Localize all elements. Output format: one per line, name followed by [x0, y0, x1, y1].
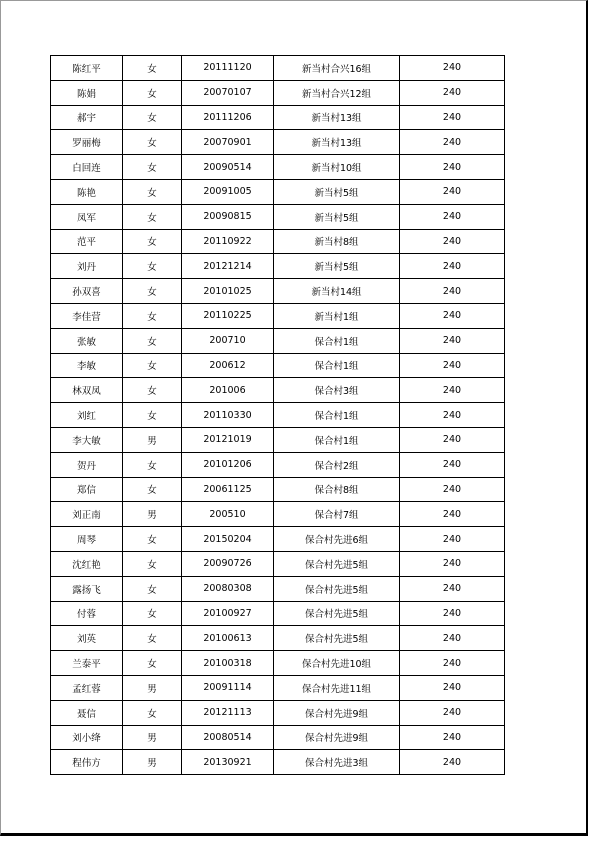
- name-cell: 白回连: [51, 155, 123, 180]
- name-cell: 凤军: [51, 204, 123, 229]
- name-cell: 李敏: [51, 353, 123, 378]
- address-cell: 保合村先进9组: [274, 725, 400, 750]
- address-cell: 保合村8组: [274, 477, 400, 502]
- address-cell: 保合村先进10组: [274, 651, 400, 676]
- amount-cell: 240: [400, 130, 505, 155]
- gender-cell: 女: [123, 403, 182, 428]
- gender-cell: 男: [123, 725, 182, 750]
- table-row: [51, 56, 505, 81]
- table-row: [51, 651, 505, 676]
- address-cell: 保合村3组: [274, 378, 400, 403]
- date-cell: 20100927: [182, 601, 274, 626]
- amount-cell: 240: [400, 551, 505, 576]
- table-row: [51, 502, 505, 527]
- amount-cell: 240: [400, 601, 505, 626]
- gender-cell: 女: [123, 279, 182, 304]
- address-cell: 新当村5组: [274, 179, 400, 204]
- date-cell: 20100318: [182, 651, 274, 676]
- table-row: [51, 700, 505, 725]
- date-cell: 20101025: [182, 279, 274, 304]
- gender-cell: 女: [123, 452, 182, 477]
- date-cell: 200510: [182, 502, 274, 527]
- date-cell: 20121019: [182, 427, 274, 452]
- name-cell: 刘正南: [51, 502, 123, 527]
- date-cell: 20101206: [182, 452, 274, 477]
- table-row: [51, 130, 505, 155]
- table-row: [51, 452, 505, 477]
- table-row: [51, 303, 505, 328]
- amount-cell: 240: [400, 725, 505, 750]
- name-cell: 张敏: [51, 328, 123, 353]
- amount-cell: 240: [400, 378, 505, 403]
- address-cell: 保合村7组: [274, 502, 400, 527]
- name-cell: 刘英: [51, 626, 123, 651]
- gender-cell: 女: [123, 204, 182, 229]
- table-row: [51, 229, 505, 254]
- gender-cell: 女: [123, 105, 182, 130]
- address-cell: 保合村1组: [274, 353, 400, 378]
- address-cell: 保合村先进9组: [274, 700, 400, 725]
- address-cell: 保合村1组: [274, 403, 400, 428]
- gender-cell: 女: [123, 179, 182, 204]
- date-cell: 20070901: [182, 130, 274, 155]
- date-cell: 20091005: [182, 179, 274, 204]
- address-cell: 保合村先进5组: [274, 601, 400, 626]
- address-cell: 保合村先进5组: [274, 551, 400, 576]
- name-cell: 程伟方: [51, 750, 123, 775]
- name-cell: 郝宇: [51, 105, 123, 130]
- date-cell: 20090815: [182, 204, 274, 229]
- address-cell: 保合村1组: [274, 328, 400, 353]
- name-cell: 付蓉: [51, 601, 123, 626]
- name-cell: 郑信: [51, 477, 123, 502]
- table-row: [51, 80, 505, 105]
- gender-cell: 女: [123, 576, 182, 601]
- address-cell: 保合村先进6组: [274, 527, 400, 552]
- address-cell: 新当村5组: [274, 254, 400, 279]
- address-cell: 新当村8组: [274, 229, 400, 254]
- name-cell: 刘丹: [51, 254, 123, 279]
- table-row: [51, 279, 505, 304]
- amount-cell: 240: [400, 576, 505, 601]
- address-cell: 新当村14组: [274, 279, 400, 304]
- name-cell: 刘红: [51, 403, 123, 428]
- name-cell: 陈艳: [51, 179, 123, 204]
- gender-cell: 女: [123, 303, 182, 328]
- gender-cell: 女: [123, 254, 182, 279]
- table-row: [51, 427, 505, 452]
- date-cell: 20090514: [182, 155, 274, 180]
- amount-cell: 240: [400, 626, 505, 651]
- gender-cell: 女: [123, 80, 182, 105]
- gender-cell: 女: [123, 700, 182, 725]
- date-cell: 20080308: [182, 576, 274, 601]
- gender-cell: 女: [123, 328, 182, 353]
- name-cell: 露扬飞: [51, 576, 123, 601]
- date-cell: 20111120: [182, 56, 274, 81]
- address-cell: 新当村合兴12组: [274, 80, 400, 105]
- gender-cell: 女: [123, 626, 182, 651]
- date-cell: 20091114: [182, 675, 274, 700]
- date-cell: 20070107: [182, 80, 274, 105]
- amount-cell: 240: [400, 229, 505, 254]
- table-row: [51, 204, 505, 229]
- date-cell: 20110225: [182, 303, 274, 328]
- amount-cell: 240: [400, 303, 505, 328]
- date-cell: 201006: [182, 378, 274, 403]
- name-cell: 李佳营: [51, 303, 123, 328]
- table-row: [51, 675, 505, 700]
- date-cell: 20110922: [182, 229, 274, 254]
- amount-cell: 240: [400, 179, 505, 204]
- amount-cell: 240: [400, 750, 505, 775]
- gender-cell: 男: [123, 750, 182, 775]
- gender-cell: 男: [123, 675, 182, 700]
- table-row: [51, 378, 505, 403]
- roster-table-body: [51, 56, 505, 775]
- table-row: [51, 576, 505, 601]
- date-cell: 200710: [182, 328, 274, 353]
- amount-cell: 240: [400, 651, 505, 676]
- gender-cell: 女: [123, 527, 182, 552]
- name-cell: 沈红艳: [51, 551, 123, 576]
- table-row: [51, 254, 505, 279]
- amount-cell: 240: [400, 328, 505, 353]
- address-cell: 保合村先进5组: [274, 576, 400, 601]
- table-row: [51, 551, 505, 576]
- address-cell: 新当村10组: [274, 155, 400, 180]
- table-row: [51, 105, 505, 130]
- name-cell: 孙双喜: [51, 279, 123, 304]
- address-cell: 保合村先进11组: [274, 675, 400, 700]
- name-cell: 陈娟: [51, 80, 123, 105]
- name-cell: 兰泰平: [51, 651, 123, 676]
- amount-cell: 240: [400, 477, 505, 502]
- address-cell: 新当村13组: [274, 105, 400, 130]
- name-cell: 贺丹: [51, 452, 123, 477]
- gender-cell: 女: [123, 155, 182, 180]
- name-cell: 聂信: [51, 700, 123, 725]
- date-cell: 20150204: [182, 527, 274, 552]
- name-cell: 罗丽梅: [51, 130, 123, 155]
- gender-cell: 女: [123, 651, 182, 676]
- address-cell: 新当村13组: [274, 130, 400, 155]
- amount-cell: 240: [400, 502, 505, 527]
- table-row: [51, 527, 505, 552]
- gender-cell: 女: [123, 229, 182, 254]
- gender-cell: 男: [123, 502, 182, 527]
- date-cell: 20121214: [182, 254, 274, 279]
- address-cell: 新当村5组: [274, 204, 400, 229]
- name-cell: 林双凤: [51, 378, 123, 403]
- address-cell: 保合村2组: [274, 452, 400, 477]
- table-row: [51, 353, 505, 378]
- table-row: [51, 179, 505, 204]
- gender-cell: 女: [123, 477, 182, 502]
- date-cell: 20090726: [182, 551, 274, 576]
- date-cell: 20121113: [182, 700, 274, 725]
- roster-table: [50, 55, 505, 775]
- table-row: [51, 725, 505, 750]
- name-cell: 刘小绛: [51, 725, 123, 750]
- name-cell: 陈红平: [51, 56, 123, 81]
- gender-cell: 女: [123, 130, 182, 155]
- name-cell: 周琴: [51, 527, 123, 552]
- name-cell: 孟红蓉: [51, 675, 123, 700]
- amount-cell: 240: [400, 204, 505, 229]
- amount-cell: 240: [400, 80, 505, 105]
- date-cell: 20100613: [182, 626, 274, 651]
- table-row: [51, 750, 505, 775]
- gender-cell: 女: [123, 378, 182, 403]
- name-cell: 李大敏: [51, 427, 123, 452]
- gender-cell: 女: [123, 56, 182, 81]
- gender-cell: 女: [123, 601, 182, 626]
- amount-cell: 240: [400, 279, 505, 304]
- table-row: [51, 155, 505, 180]
- date-cell: 200612: [182, 353, 274, 378]
- table-row: [51, 626, 505, 651]
- amount-cell: 240: [400, 403, 505, 428]
- gender-cell: 女: [123, 353, 182, 378]
- amount-cell: 240: [400, 155, 505, 180]
- amount-cell: 240: [400, 427, 505, 452]
- date-cell: 20061125: [182, 477, 274, 502]
- amount-cell: 240: [400, 675, 505, 700]
- amount-cell: 240: [400, 254, 505, 279]
- table-row: [51, 328, 505, 353]
- address-cell: 新当村合兴16组: [274, 56, 400, 81]
- date-cell: 20110330: [182, 403, 274, 428]
- address-cell: 保合村先进5组: [274, 626, 400, 651]
- gender-cell: 男: [123, 427, 182, 452]
- address-cell: 保合村先进3组: [274, 750, 400, 775]
- table-row: [51, 601, 505, 626]
- amount-cell: 240: [400, 353, 505, 378]
- amount-cell: 240: [400, 527, 505, 552]
- amount-cell: 240: [400, 452, 505, 477]
- gender-cell: 女: [123, 551, 182, 576]
- table-row: [51, 477, 505, 502]
- date-cell: 20130921: [182, 750, 274, 775]
- amount-cell: 240: [400, 105, 505, 130]
- date-cell: 20111206: [182, 105, 274, 130]
- name-cell: 范平: [51, 229, 123, 254]
- date-cell: 20080514: [182, 725, 274, 750]
- amount-cell: 240: [400, 56, 505, 81]
- address-cell: 新当村1组: [274, 303, 400, 328]
- amount-cell: 240: [400, 700, 505, 725]
- table-row: [51, 403, 505, 428]
- address-cell: 保合村1组: [274, 427, 400, 452]
